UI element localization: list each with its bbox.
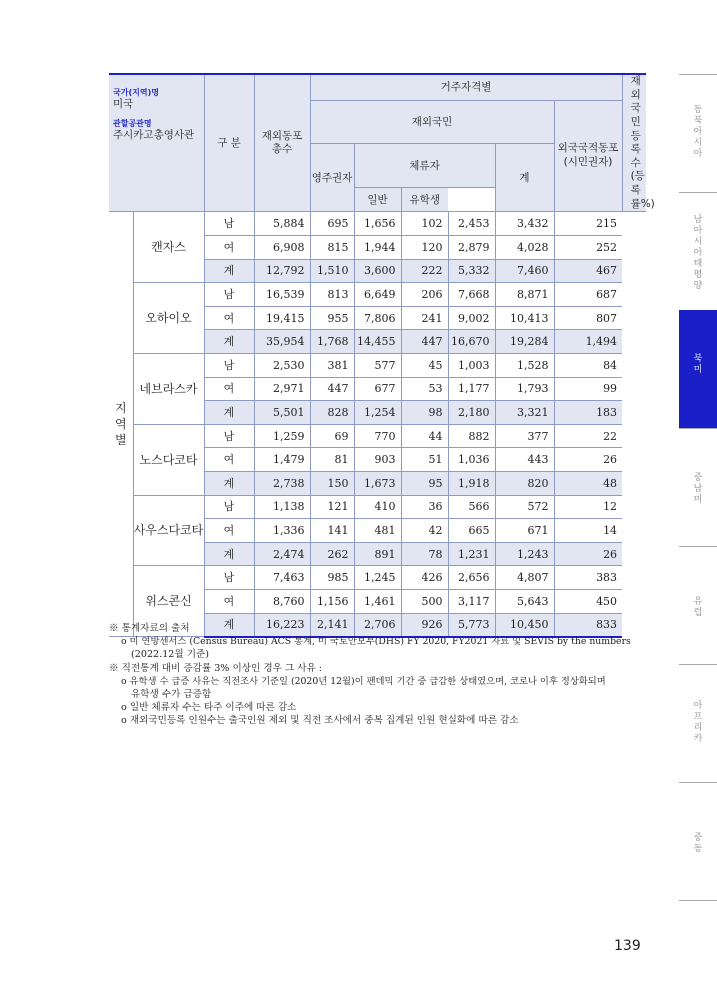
gender-cell: 여 xyxy=(204,306,254,330)
value-cell: 426 xyxy=(401,566,448,590)
value-cell: 99 xyxy=(554,377,622,401)
value-cell: 1,259 xyxy=(254,424,310,448)
value-cell: 53 xyxy=(401,377,448,401)
region-name: 사우스다코타 xyxy=(133,495,204,566)
gender-cell: 남 xyxy=(204,212,254,236)
value-cell: 16,670 xyxy=(448,330,495,354)
value-cell: 84 xyxy=(554,353,622,377)
table-row xyxy=(109,566,646,590)
gender-cell: 계 xyxy=(204,259,254,283)
value-cell: 8,760 xyxy=(254,589,310,613)
gender-cell: 여 xyxy=(204,448,254,472)
value-cell: 8,871 xyxy=(495,283,554,307)
gender-cell: 남 xyxy=(204,353,254,377)
value-cell: 5,773 xyxy=(448,613,495,637)
value-cell: 9,002 xyxy=(448,306,495,330)
table-row xyxy=(109,283,646,307)
category-header: 구 분 xyxy=(204,74,254,212)
value-cell: 1,254 xyxy=(354,401,401,425)
value-cell: 19,415 xyxy=(254,306,310,330)
region-name: 캔자스 xyxy=(133,212,204,283)
value-cell: 770 xyxy=(354,424,401,448)
value-cell: 577 xyxy=(354,353,401,377)
value-cell: 1,245 xyxy=(354,566,401,590)
gender-cell: 계 xyxy=(204,401,254,425)
value-cell: 12,792 xyxy=(254,259,310,283)
students-header: 유학생 xyxy=(401,188,448,212)
table-header xyxy=(109,74,655,212)
gender-cell: 계 xyxy=(204,613,254,637)
value-cell: 677 xyxy=(354,377,401,401)
value-cell: 1,336 xyxy=(254,519,310,543)
value-cell: 102 xyxy=(401,212,448,236)
region-name: 오하이오 xyxy=(133,283,204,354)
value-cell: 5,643 xyxy=(495,589,554,613)
value-cell: 1,036 xyxy=(448,448,495,472)
value-cell: 16,539 xyxy=(254,283,310,307)
value-cell: 443 xyxy=(495,448,554,472)
gender-cell: 남 xyxy=(204,566,254,590)
value-cell: 500 xyxy=(401,589,448,613)
value-cell: 98 xyxy=(401,401,448,425)
note-change-line: o 유학생 수 급증 사유는 직전조사 기준일 (2020년 12월)이 팬데믹 기간 중 급감한 상태였으며, 코로나 이후 정상화되며 xyxy=(121,675,606,687)
value-cell: 2,180 xyxy=(448,401,495,425)
office-value: 주시카고총영사관 xyxy=(113,128,195,141)
office-label: 관할공관명 xyxy=(113,118,152,128)
value-cell: 3,432 xyxy=(495,212,554,236)
country-cell xyxy=(109,74,204,212)
value-cell: 81 xyxy=(310,448,354,472)
gender-cell: 남 xyxy=(204,283,254,307)
value-cell: 926 xyxy=(401,613,448,637)
value-cell: 450 xyxy=(554,589,622,613)
value-cell: 183 xyxy=(554,401,622,425)
value-cell: 383 xyxy=(554,566,622,590)
gender-cell: 남 xyxy=(204,495,254,519)
value-cell: 3,117 xyxy=(448,589,495,613)
value-cell: 7,460 xyxy=(495,259,554,283)
note-change-line: o 재외국민등록 인원수는 출국인원 제외 및 직전 조사에서 중복 집계된 인원 현실화에 따른 감소 xyxy=(121,715,519,727)
value-cell: 671 xyxy=(495,519,554,543)
value-cell: 69 xyxy=(310,424,354,448)
value-cell: 2,141 xyxy=(310,613,354,637)
residence-status-header: 거주자격별 xyxy=(310,74,622,100)
value-cell: 1,138 xyxy=(254,495,310,519)
region-name: 위스콘신 xyxy=(133,566,204,637)
note-change-title: ※ 직전통계 대비 증감률 3% 이상인 경우 그 사유 : xyxy=(109,662,323,674)
value-cell: 26 xyxy=(554,448,622,472)
value-cell: 3,321 xyxy=(495,401,554,425)
value-cell: 1,177 xyxy=(448,377,495,401)
note-source-line: o 미 연방센서스 (Census Bureau) ACS 통계, 미 국토안보부(DHS) FY 2020, FY2021 자료 및 SEVIS by the numbers xyxy=(121,636,631,648)
note-source-line: (2022.12월 기준) xyxy=(131,649,210,661)
value-cell: 815 xyxy=(310,236,354,260)
value-cell: 5,501 xyxy=(254,401,310,425)
value-cell: 5,884 xyxy=(254,212,310,236)
value-cell: 572 xyxy=(495,495,554,519)
tab-europe[interactable]: 유럽 xyxy=(679,546,717,664)
value-cell: 16,223 xyxy=(254,613,310,637)
value-cell: 833 xyxy=(554,613,622,637)
tab-northeast-asia[interactable]: 동북아시아 xyxy=(679,74,717,192)
value-cell: 1,528 xyxy=(495,353,554,377)
value-cell: 1,944 xyxy=(354,236,401,260)
value-cell: 2,971 xyxy=(254,377,310,401)
value-cell: 2,656 xyxy=(448,566,495,590)
value-cell: 820 xyxy=(495,471,554,495)
value-cell: 903 xyxy=(354,448,401,472)
value-cell: 35,954 xyxy=(254,330,310,354)
value-cell: 241 xyxy=(401,306,448,330)
value-cell: 1,494 xyxy=(554,330,622,354)
country-label: 국가(지역)명 xyxy=(113,88,159,97)
value-cell: 215 xyxy=(554,212,622,236)
value-cell: 1,768 xyxy=(310,330,354,354)
value-cell: 1,231 xyxy=(448,542,495,566)
value-cell: 22 xyxy=(554,424,622,448)
tab-south-asia-pacific[interactable]: 남아시아태평양 xyxy=(679,192,717,310)
tab-middle-east[interactable]: 중동 xyxy=(679,782,717,900)
value-cell: 2,453 xyxy=(448,212,495,236)
value-cell: 985 xyxy=(310,566,354,590)
gender-cell: 여 xyxy=(204,519,254,543)
value-cell: 206 xyxy=(401,283,448,307)
value-cell: 7,668 xyxy=(448,283,495,307)
gender-cell: 여 xyxy=(204,377,254,401)
tab-latin-america[interactable]: 중남미 xyxy=(679,428,717,546)
table-body xyxy=(109,212,646,637)
value-cell: 807 xyxy=(554,306,622,330)
statistics-table xyxy=(109,73,655,638)
value-cell: 7,463 xyxy=(254,566,310,590)
value-cell: 4,807 xyxy=(495,566,554,590)
value-cell: 377 xyxy=(495,424,554,448)
value-cell: 141 xyxy=(310,519,354,543)
country-value: 미국 xyxy=(113,98,134,110)
value-cell: 10,450 xyxy=(495,613,554,637)
value-cell: 262 xyxy=(310,542,354,566)
value-cell: 1,673 xyxy=(354,471,401,495)
region-name: 네브라스카 xyxy=(133,353,204,424)
gender-cell: 여 xyxy=(204,236,254,260)
total-overseas-header: 재외동포 총수 xyxy=(254,74,310,212)
value-cell: 2,706 xyxy=(354,613,401,637)
tab-africa[interactable]: 아프리카 xyxy=(679,664,717,782)
value-cell: 1,461 xyxy=(354,589,401,613)
note-source-title: ※ 통계자료의 출처 xyxy=(109,623,190,634)
value-cell: 95 xyxy=(401,471,448,495)
value-cell: 14,455 xyxy=(354,330,401,354)
value-cell: 687 xyxy=(554,283,622,307)
registered-header: 재외국민 등록수 (등록률%) xyxy=(622,74,646,212)
value-cell: 1,918 xyxy=(448,471,495,495)
table-row xyxy=(109,424,646,448)
value-cell: 78 xyxy=(401,542,448,566)
value-cell: 19,284 xyxy=(495,330,554,354)
value-cell: 1,243 xyxy=(495,542,554,566)
table-row xyxy=(109,212,646,236)
value-cell: 26 xyxy=(554,542,622,566)
page-number: 139 xyxy=(614,938,641,954)
region-axis-label: 지 역 별 xyxy=(109,212,133,637)
value-cell: 14 xyxy=(554,519,622,543)
gender-cell: 계 xyxy=(204,330,254,354)
note-change-line: o 일반 체류자 수는 타주 이주에 따른 감소 xyxy=(121,702,297,714)
value-cell: 2,738 xyxy=(254,471,310,495)
value-cell: 665 xyxy=(448,519,495,543)
permanent-header: 영주권자 xyxy=(310,144,354,212)
value-cell: 7,806 xyxy=(354,306,401,330)
value-cell: 121 xyxy=(310,495,354,519)
region-name: 노스다코타 xyxy=(133,424,204,495)
value-cell: 44 xyxy=(401,424,448,448)
value-cell: 2,474 xyxy=(254,542,310,566)
value-cell: 48 xyxy=(554,471,622,495)
value-cell: 1,656 xyxy=(354,212,401,236)
value-cell: 381 xyxy=(310,353,354,377)
value-cell: 882 xyxy=(448,424,495,448)
foreign-nationality-header: 외국국적동포 (시민권자) xyxy=(554,100,622,212)
value-cell: 467 xyxy=(554,259,622,283)
value-cell: 695 xyxy=(310,212,354,236)
gender-cell: 계 xyxy=(204,471,254,495)
gender-cell: 여 xyxy=(204,589,254,613)
value-cell: 2,879 xyxy=(448,236,495,260)
general-header: 일반 xyxy=(354,188,401,212)
value-cell: 891 xyxy=(354,542,401,566)
value-cell: 4,028 xyxy=(495,236,554,260)
sojourn-header: 체류자 xyxy=(354,144,495,188)
notes-section xyxy=(109,622,649,728)
value-cell: 955 xyxy=(310,306,354,330)
table-row xyxy=(109,495,646,519)
value-cell: 10,413 xyxy=(495,306,554,330)
value-cell: 36 xyxy=(401,495,448,519)
value-cell: 1,156 xyxy=(310,589,354,613)
value-cell: 1,003 xyxy=(448,353,495,377)
gender-cell: 남 xyxy=(204,424,254,448)
tab-divider xyxy=(679,900,717,901)
value-cell: 150 xyxy=(310,471,354,495)
table-row xyxy=(109,353,646,377)
tab-north-america[interactable]: 북미 xyxy=(679,310,717,428)
value-cell: 51 xyxy=(401,448,448,472)
nationals-header: 재외국민 xyxy=(310,100,554,144)
gender-cell: 계 xyxy=(204,542,254,566)
subtotal-header: 계 xyxy=(495,144,554,212)
value-cell: 1,510 xyxy=(310,259,354,283)
value-cell: 481 xyxy=(354,519,401,543)
value-cell: 5,332 xyxy=(448,259,495,283)
note-change-line: 유학생 수가 급증함 xyxy=(131,689,212,701)
value-cell: 222 xyxy=(401,259,448,283)
value-cell: 12 xyxy=(554,495,622,519)
value-cell: 1,479 xyxy=(254,448,310,472)
value-cell: 1,793 xyxy=(495,377,554,401)
value-cell: 42 xyxy=(401,519,448,543)
value-cell: 252 xyxy=(554,236,622,260)
value-cell: 813 xyxy=(310,283,354,307)
value-cell: 447 xyxy=(310,377,354,401)
value-cell: 120 xyxy=(401,236,448,260)
value-cell: 2,530 xyxy=(254,353,310,377)
value-cell: 828 xyxy=(310,401,354,425)
value-cell: 447 xyxy=(401,330,448,354)
value-cell: 6,908 xyxy=(254,236,310,260)
value-cell: 6,649 xyxy=(354,283,401,307)
value-cell: 3,600 xyxy=(354,259,401,283)
value-cell: 45 xyxy=(401,353,448,377)
value-cell: 566 xyxy=(448,495,495,519)
value-cell: 410 xyxy=(354,495,401,519)
